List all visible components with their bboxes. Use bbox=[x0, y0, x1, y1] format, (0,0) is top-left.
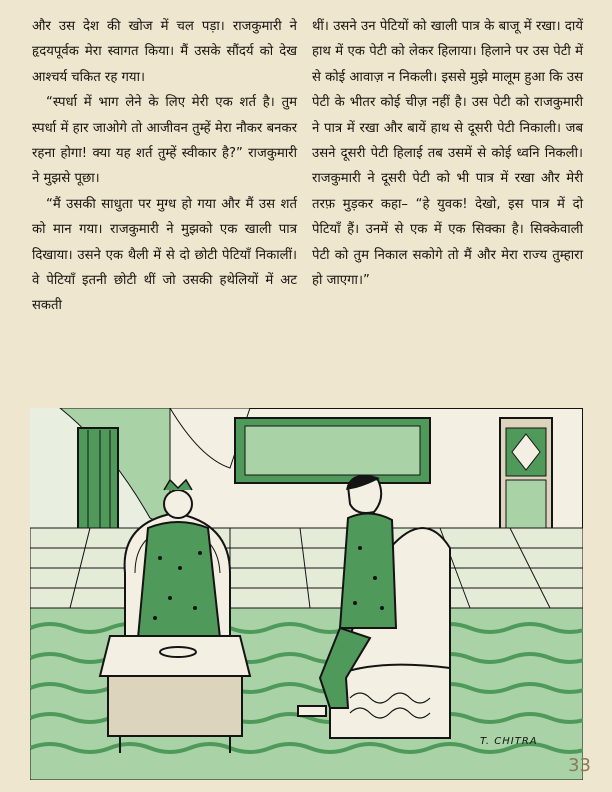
left-paragraph-2: “स्पर्धा में भाग लेने के लिए मेरी एक शर्त है। तुम स्पर्धा में हार जाओगे तो आजीवन तुम्हें मेरा नौकर बनकर रहना होगा! क्या यह शर्त तुम्हें स्वीकार है?” राजकुमारी ने मुझसे पूछा। bbox=[32, 95, 297, 187]
right-paragraph-1: थीं। उसने उन पेटियों को खाली पात्र के बाजू में रखा। दायें हाथ में एक पेटी को लेकर हिलाया। हिलाने पर उस पेटी में से कोई आवाज़ न निकली। इससे मुझे मालूम हुआ कि उस पेटी के भीतर कोई चीज़ नहीं है। उस पेटी को राजकुमारी ने पात्र में रखा और बायें हाथ से दूसरी पेटी निकाली। जब उसने दूसरी पेटी हिलाई तब उसमें से कोई ध्वनि निकली। राजकुमारी ने दूसरी पेटी को भी पात्र में रखा और मेरी तरफ़ मुड़कर कहा– “हे युवक! देखो, इस पात्र में दो पेटियाँ हैं। उनमें से एक में एक सिक्का है। सिक्केवाली पेटी को तुम निकाल सकोगे तो मैं और मेरा राज्य तुम्हारा हो जाएगा।” bbox=[312, 19, 583, 289]
left-paragraph-3: “मैं उसकी साधुता पर मुग्ध हो गया और मैं उस शर्त को मान गया। राजकुमारी ने मुझको एक खाली पात्र दिखाया। उसने एक थैली में से दो छोटी पेटियाँ निकालीं। वे पेटियाँ इतनी छोटी थीं जो उसकी हथेलियों में अट सकती bbox=[32, 196, 297, 314]
page-number: 33 bbox=[568, 755, 591, 776]
artist-signature: T. CHITRA bbox=[480, 736, 538, 747]
table bbox=[100, 636, 250, 753]
story-illustration bbox=[30, 408, 583, 780]
text-column-right bbox=[312, 14, 583, 293]
text-column-left bbox=[32, 14, 297, 319]
left-paragraph-1: और उस देश की खोज में चल पड़ा। राजकुमारी ने हृदयपूर्वक मेरा स्वागत किया। मैं उसके सौंदर्य को देख आश्चर्य चकित रह गया। bbox=[32, 19, 297, 85]
bowl bbox=[160, 647, 196, 657]
tiled-floor bbox=[30, 528, 583, 608]
